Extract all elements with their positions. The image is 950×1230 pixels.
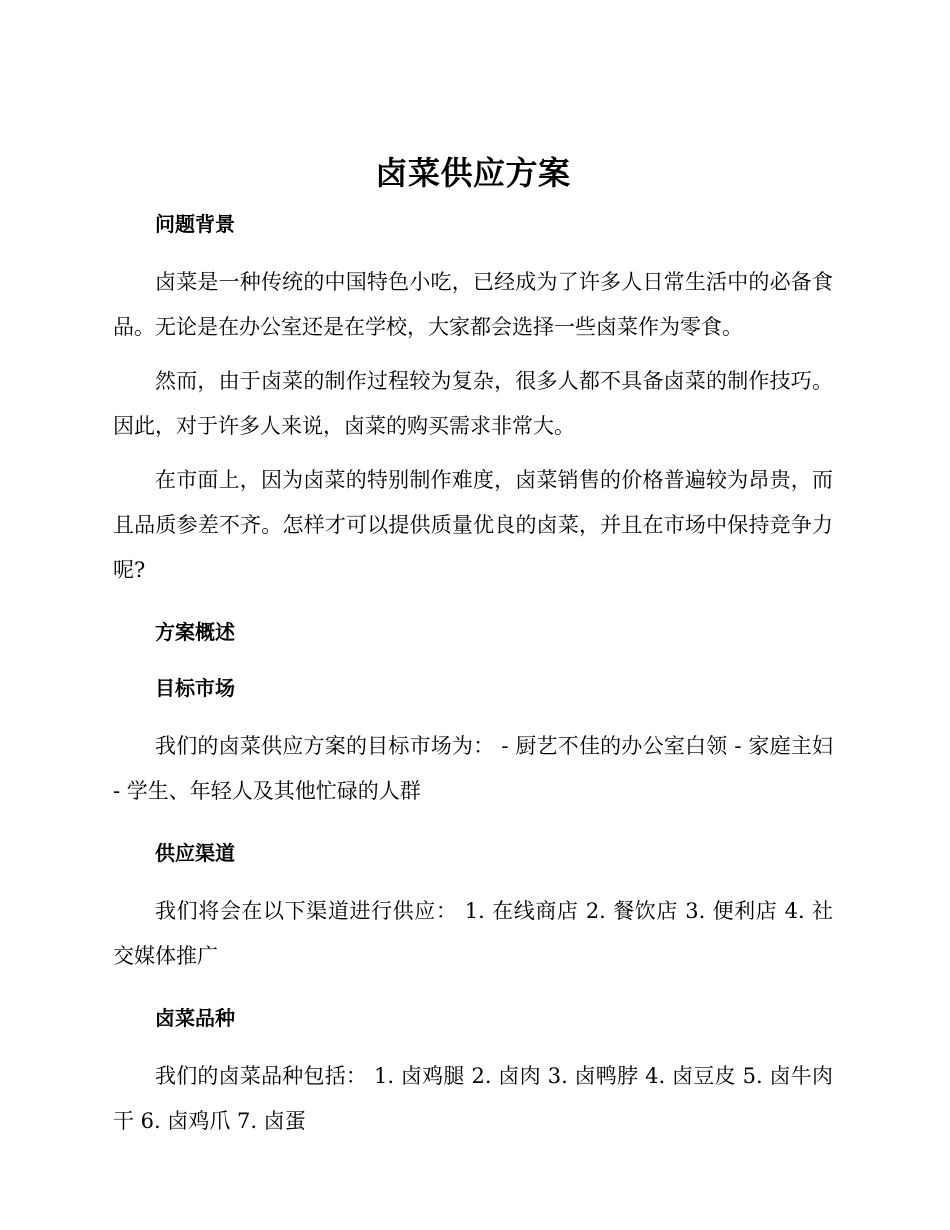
paragraph-varieties: 我们的卤菜品种包括： 1. 卤鸡腿 2. 卤肉 3. 卤鸭脖 4. 卤豆皮 5. 卤牛肉干 6. 卤鸡爪 7. 卤蛋 [113, 1064, 833, 1133]
section-heading-overview: 方案概述 [155, 620, 235, 644]
section-heading-target-market: 目标市场 [155, 676, 235, 700]
document-title: 卤菜供应方案 [375, 154, 571, 192]
paragraph-background-3: 在市面上，因为卤菜的特别制作难度，卤菜销售的价格普遍较为昂贵，而且品质参差不齐。怎样才可以提供质量优良的卤菜，并且在市场中保持竞争力呢? [113, 468, 833, 582]
section-heading-channels: 供应渠道 [155, 841, 235, 865]
section-heading-varieties: 卤菜品种 [155, 1006, 235, 1030]
section-heading-background: 问题背景 [155, 212, 235, 236]
document-body [113, 150, 833, 1144]
paragraph-background-2: 然而，由于卤菜的制作过程较为复杂，很多人都不具备卤菜的制作技巧。因此，对于许多人来说，卤菜的购买需求非常大。 [113, 369, 833, 438]
paragraph-channels: 我们将会在以下渠道进行供应： 1. 在线商店 2. 餐饮店 3. 便利店 4. 社交媒体推广 [113, 899, 833, 968]
paragraph-background-1: 卤菜是一种传统的中国特色小吃，已经成为了许多人日常生活中的必备食品。无论是在办公室还是在学校，大家都会选择一些卤菜作为零食。 [113, 270, 833, 339]
paragraph-target-market: 我们的卤菜供应方案的目标市场为： - 厨艺不佳的办公室白领 - 家庭主妇 - 学生、年轻人及其他忙碌的人群 [113, 734, 833, 803]
